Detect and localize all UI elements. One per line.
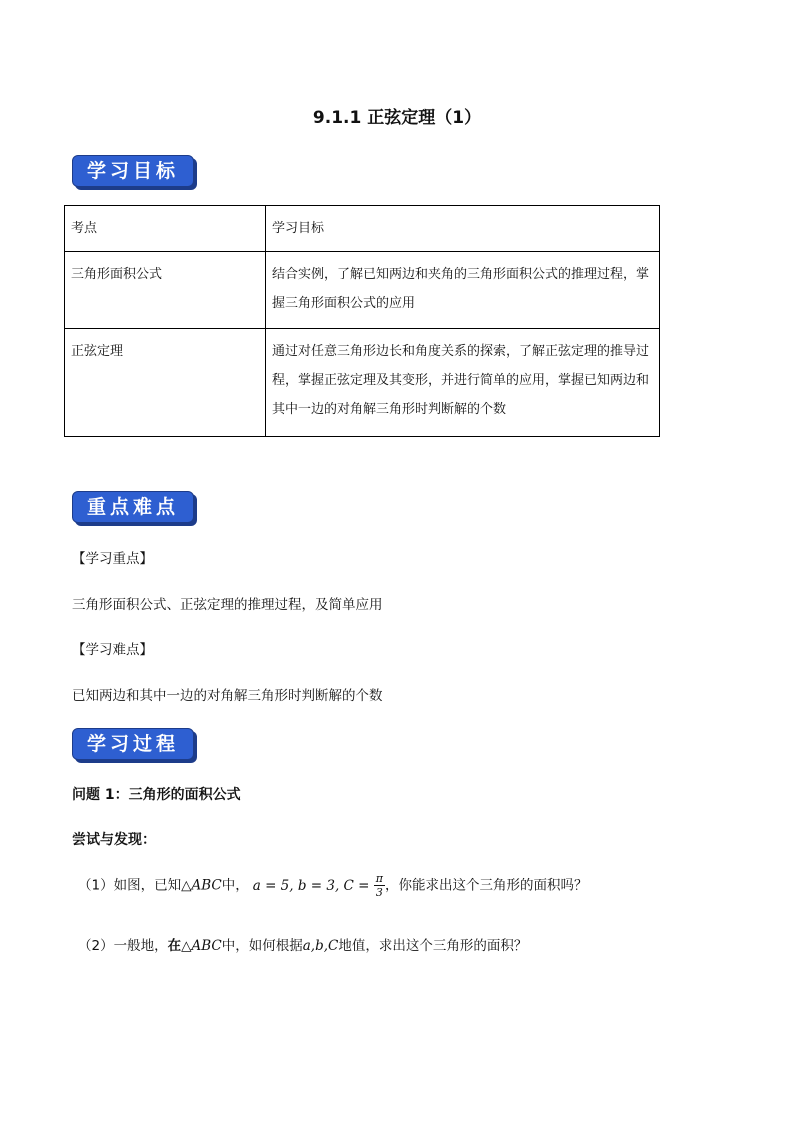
item-2-triangle: △ABC [181,938,222,954]
item-1-suffix: ，你能求出这个三角形的面积吗？ [385,877,588,894]
table-header-row [65,206,660,252]
item-1-triangle: △ABC [181,877,222,894]
difficulty-text: 已知两边和其中一边的对角解三角形时判断解的个数 [72,688,383,704]
item-1-prefix: （1）如图，已知 [78,877,182,894]
item-1-values: a = 5, b = 3, C = [252,877,370,894]
try-and-discover-label: 尝试与发现： [72,832,156,848]
item-1-fraction [374,872,385,899]
item-2-bold: 在 [167,938,182,954]
table-cell-topic: 三角形面积公式 [65,252,266,329]
difficulty-label: 【学习难点】 [72,642,153,658]
page-title: 9.1.1 正弦定理（1） [312,108,482,128]
banner-learning-goals: 学习目标 [72,155,194,187]
goals-table [64,205,660,437]
table-header-goal: 学习目标 [266,206,660,252]
table-header-topic: 考点 [65,206,266,252]
fraction-numerator: π [375,872,384,885]
item-2-suffix: 地值，求出这个三角形的面积？ [338,938,528,954]
fraction-denominator: 3 [375,886,383,899]
table-row [65,252,660,329]
banner-learning-process: 学习过程 [72,728,194,760]
question-1-title: 问题 1：三角形的面积公式 [72,787,241,803]
focus-label: 【学习重点】 [72,551,153,567]
banner-key-points: 重点难点 [72,491,194,523]
item-2-mid: 中，如何根据 [221,938,303,954]
item-1 [78,872,588,899]
table-cell-topic: 正弦定理 [65,329,266,437]
table-cell-goal: 通过对任意三角形边长和角度关系的探索，了解正弦定理的推导过程，掌握正弦定理及其变形，并进行简单的应用，掌握已知两边和其中一边的对角解三角形时判断解的个数 [266,329,660,437]
item-2 [78,934,527,954]
item-2-prefix: （2）一般地， [78,938,168,954]
focus-text: 三角形面积公式、正弦定理的推理过程，及简单应用 [72,597,383,613]
table-row [65,329,660,437]
item-1-mid: 中， [221,877,249,894]
table-cell-goal: 结合实例，了解已知两边和夹角的三角形面积公式的推理过程，掌握三角形面积公式的应用 [266,252,660,329]
item-2-vars: a,b,C [302,938,339,954]
